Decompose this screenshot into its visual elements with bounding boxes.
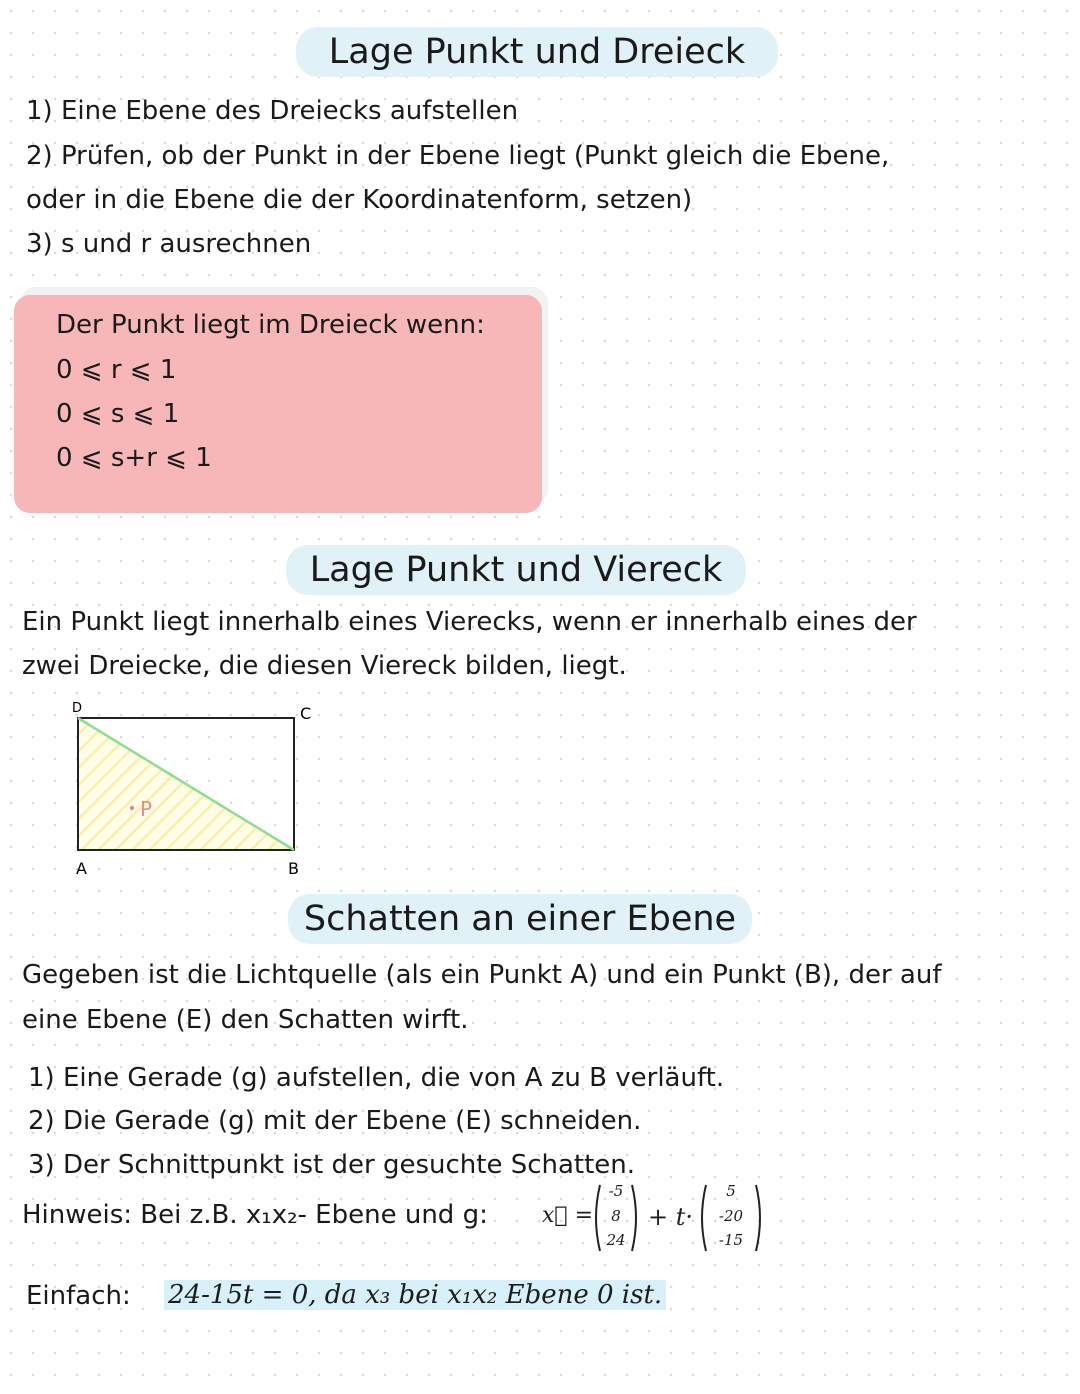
support-vector bbox=[592, 1182, 640, 1254]
schatten-step-line: 1) Eine Gerade (g) aufstellen, die von A zu B verläuft. bbox=[28, 1063, 725, 1093]
label-b: B bbox=[288, 859, 299, 878]
condition-line: 0 ⩽ s ⩽ 1 bbox=[56, 399, 180, 429]
plus-t: + t· bbox=[648, 1203, 694, 1231]
step-line: 2) Prüfen, ob der Punkt in der Ebene liegt (Punkt gleich die Ebene, bbox=[26, 141, 890, 171]
direction-x1: 5 bbox=[726, 1182, 736, 1200]
support-x1: -5 bbox=[608, 1182, 624, 1200]
point-p-dot bbox=[130, 806, 134, 810]
section-title-schatten: Schatten an einer Ebene bbox=[288, 894, 752, 944]
schatten-intro-line: Gegeben ist die Lichtquelle (als ein Punkt A) und ein Punkt (B), der auf bbox=[22, 960, 942, 990]
equation-lhs: x⃗ = bbox=[542, 1203, 594, 1228]
simple-label: Einfach: bbox=[26, 1281, 131, 1311]
label-c: C bbox=[300, 704, 312, 723]
schatten-step-line: 3) Der Schnittpunkt ist der gesuchte Schatten. bbox=[28, 1150, 636, 1180]
rectangle-figure bbox=[60, 700, 340, 885]
condition-line: 0 ⩽ r ⩽ 1 bbox=[56, 355, 177, 385]
step-line: 1) Eine Ebene des Dreiecks aufstellen bbox=[26, 96, 519, 126]
direction-vector bbox=[698, 1182, 764, 1254]
label-p: P bbox=[140, 797, 153, 821]
support-x3: 24 bbox=[606, 1231, 626, 1249]
viereck-text-line: Ein Punkt liegt innerhalb eines Vierecks, wenn er innerhalb eines der bbox=[22, 607, 917, 637]
section-title-punkt-viereck: Lage Punkt und Viereck bbox=[286, 545, 746, 595]
step-line: oder in die Ebene die der Koordinatenform, setzen) bbox=[26, 185, 693, 215]
schatten-intro-line: eine Ebene (E) den Schatten wirft. bbox=[22, 1005, 469, 1035]
viereck-text-line: zwei Dreiecke, die diesen Viereck bilden, liegt. bbox=[22, 651, 627, 681]
direction-x2: -20 bbox=[718, 1207, 744, 1225]
simple-equation: 24-15t = 0, da x₃ bei x₁x₂ Ebene 0 ist. bbox=[164, 1280, 666, 1310]
step-line: 3) s und r ausrechnen bbox=[26, 229, 312, 259]
label-a: A bbox=[76, 859, 87, 878]
support-x2: 8 bbox=[611, 1207, 621, 1225]
hint-label: Hinweis: Bei z.B. x₁x₂- Ebene und g: bbox=[22, 1200, 488, 1230]
label-d: D bbox=[72, 701, 83, 716]
condition-line: 0 ⩽ s+r ⩽ 1 bbox=[56, 443, 212, 473]
section-title-punkt-dreieck: Lage Punkt und Dreieck bbox=[296, 27, 778, 77]
condition-box-heading: Der Punkt liegt im Dreieck wenn: bbox=[56, 310, 485, 340]
direction-x3: -15 bbox=[718, 1231, 744, 1249]
schatten-step-line: 2) Die Gerade (g) mit der Ebene (E) schneiden. bbox=[28, 1106, 642, 1136]
